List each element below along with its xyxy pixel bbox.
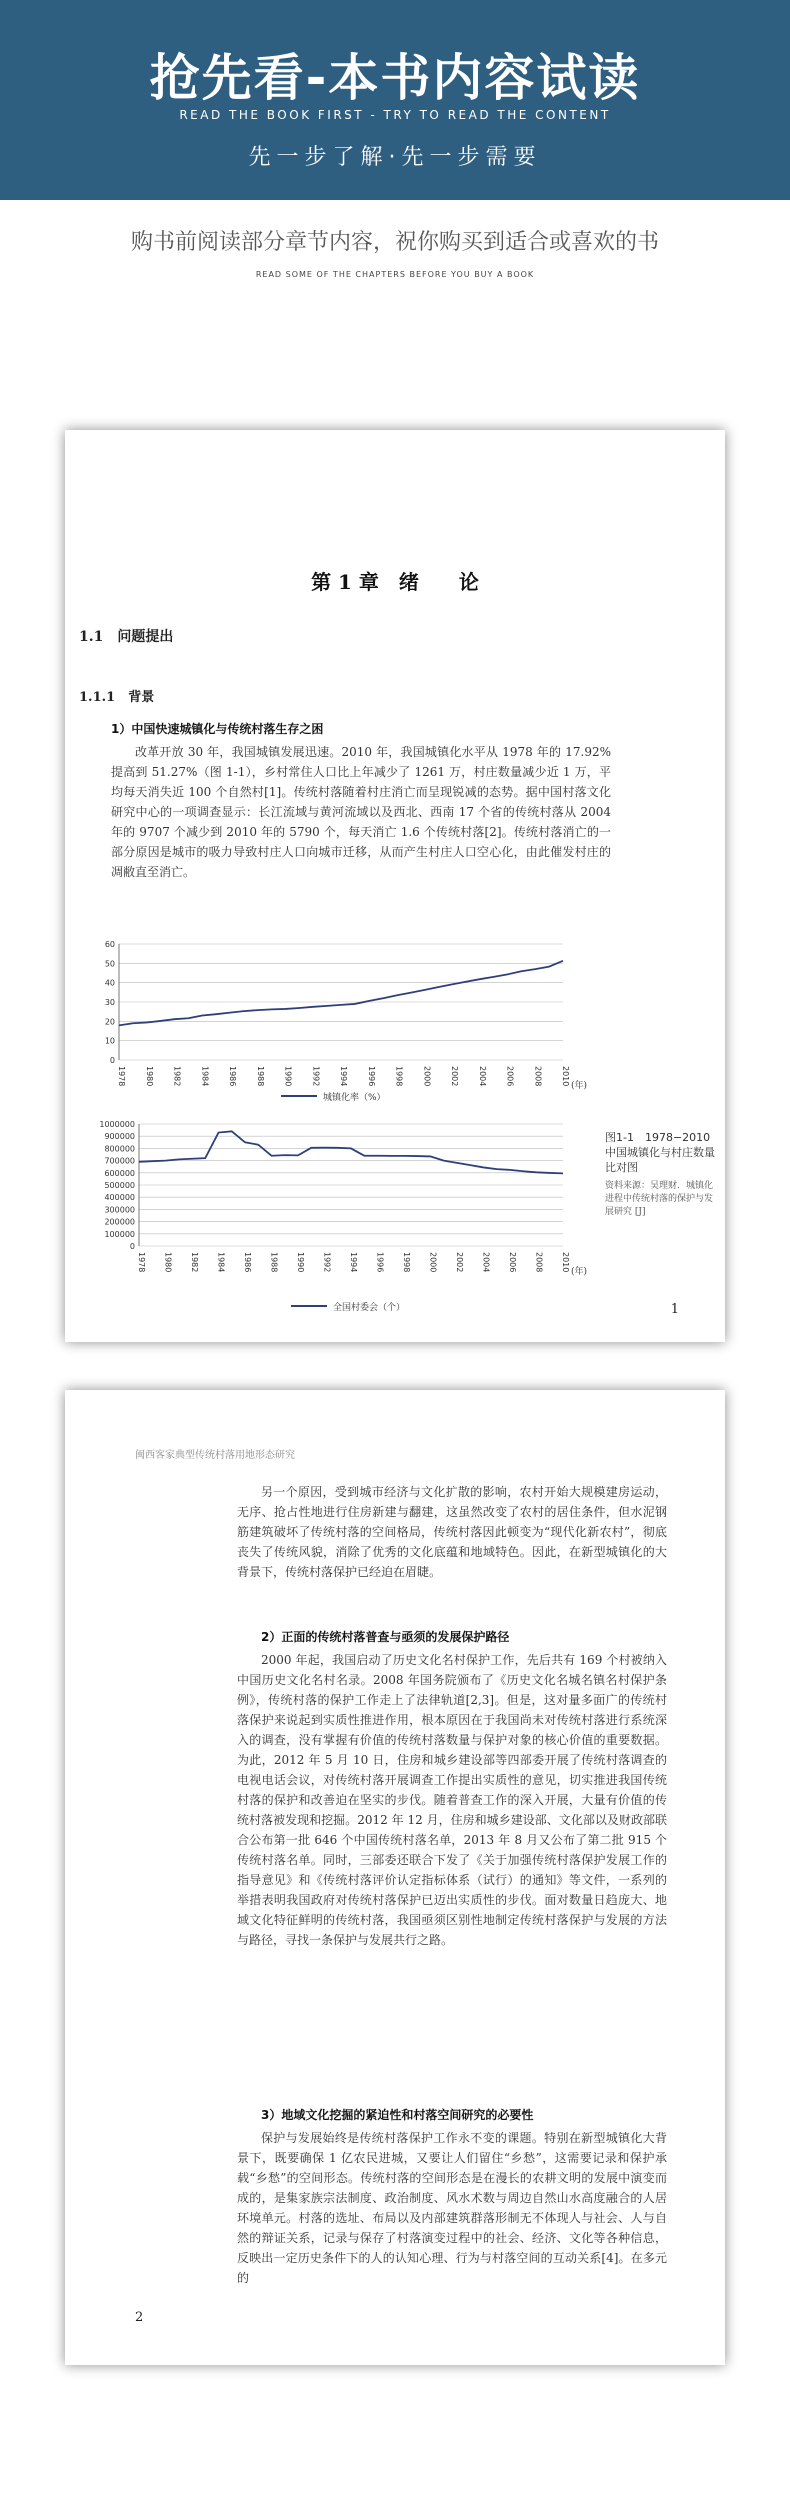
section-heading: 1.1 问题提出 <box>79 629 174 645</box>
x-tick-label: 1984 <box>200 1066 210 1087</box>
subhead-2: 2）正面的传统村落普查与亟须的发展保护路径 <box>261 1630 510 1644</box>
x-tick-label: 2006 <box>508 1252 517 1273</box>
book-page-2 <box>65 1390 725 2365</box>
x-tick-label: 1998 <box>402 1252 411 1273</box>
x-tick-label: 1980 <box>163 1252 173 1273</box>
banner-subtitle-en: READ THE BOOK FIRST - TRY TO READ THE CONTENT <box>179 108 611 122</box>
x-tick-label: 1992 <box>311 1066 321 1087</box>
x-tick-label: 2008 <box>534 1252 544 1273</box>
subhead-3: 3）地域文化挖掘的紧迫性和村落空间研究的必要性 <box>261 2108 534 2122</box>
x-tick-label: 2004 <box>477 1066 487 1087</box>
y-tick-label: 1000000 <box>99 1120 135 1129</box>
y-tick-label: 200000 <box>104 1217 135 1227</box>
y-tick-label: 30 <box>104 998 115 1007</box>
paragraph-4: 保护与发展始终是传统村落保护工作永不变的课题。特别在新型城镇化大背景下，既要确保 1 亿农民进城，又要让人们留住“乡愁”，这需要记录和保护承载“乡愁”的空间形态。传统村落的空间形态是在漫长的农耕文明的发展中演变而成的，是集家族宗法制度、政治制度、风水术数与周边自然山水高度融合的人居环境单元。村落的选址、布局以及内部建筑群落形制无不体现人与社会、人与自然的辩证关系，记录与保存了村落演变过程中的社会、经济、文化等各种信息，反映出一定历史条件下的人的认知心理、行为与村落空间的互动关系[4]。在多元的 <box>237 2131 667 2285</box>
banner-title: 抢先看-本书内容试读 <box>149 49 641 107</box>
x-tick-label: 1982 <box>190 1252 199 1273</box>
paragraph-3: 2000 年起，我国启动了历史文化名村保护工作，先后共有 169 个村被纳入中国历史文化名村名录。2008 年国务院颁布了《历史文化名城名镇名村保护条例》，传统村落的保护工作走上了法律轨道[2,3]。但是，这对量多面广的传统村落保护来说起到实质性推进作用，根本原因在于我国尚未对传统村落进行系统深入的调查，没有掌握有价值的传统村落数量与保护对象的核心价值的重要数据。为此，2012 年 5 月 10 日，住房和城乡建设部等四部委开展了传统村落调查的电视电话会议，对传统村落开展调查工作提出实质性的意见，切实推进我国传统村落的保护和改善迫在坚实的步伐。随着普查工作的深入开展，大量有价值的传统村落被发现和挖掘。2012 年 12 月，住房和城乡建设部、文化部以及财政部联合公布第一批 646 个中国传统村落名单，2013 年 8 月又公布了第二批 915 个传统村落名单。同时，三部委还联合下发了《关于加强传统村落保护发展工作的指导意见》和《传统村落评价认定指标体系（试行）的通知》等文件，一系列的举措表明我国政府对传统村落保护已迈出实质性的步伐。面对数量日趋庞大、地域文化特征鲜明的传统村落，我国亟须区别性地制定传统村落保护与发展的方法与路径，寻找一条保护与发展共行之路。 <box>237 1653 667 1947</box>
y-tick-label: 300000 <box>104 1205 135 1215</box>
y-tick-label: 60 <box>104 940 115 949</box>
x-tick-label: 1986 <box>228 1066 237 1087</box>
subsection-heading: 1.1.1 背景 <box>79 690 155 705</box>
urbanization-chart <box>85 936 605 1106</box>
running-head: 闽西客家典型传统村落用地形态研究 <box>135 1450 295 1461</box>
y-tick-label: 400000 <box>104 1193 135 1203</box>
x-tick-label: 1984 <box>216 1252 226 1273</box>
x-tick-label: 2006 <box>505 1066 515 1087</box>
y-tick-label: 0 <box>109 1056 115 1065</box>
x-tick-label: 2004 <box>481 1252 491 1273</box>
x-tick-label: 1996 <box>375 1252 385 1273</box>
intro-text-cn: 购书前阅读部分章节内容，祝你购买到适合或喜欢的书 <box>130 230 659 255</box>
x-tick-label: 1998 <box>394 1066 404 1087</box>
x-tick-label: 1980 <box>144 1066 154 1087</box>
intro-text-en: READ SOME OF THE CHAPTERS BEFORE YOU BUY A BOOK <box>255 270 535 279</box>
x-tick-label: 1994 <box>339 1066 348 1087</box>
y-tick-label: 10 <box>104 1036 115 1046</box>
village-committee-chart <box>85 1116 605 1316</box>
banner-subtitle-cn: 先一步了解·先一步需要 <box>248 145 542 170</box>
legend-label: 城镇化率（%） <box>323 1093 386 1103</box>
x-tick-label: 1994 <box>349 1252 358 1273</box>
y-tick-label: 800000 <box>104 1144 135 1154</box>
x-tick-label: 2000 <box>422 1066 432 1087</box>
y-tick-label: 700000 <box>104 1156 135 1166</box>
y-tick-label: 0 <box>129 1242 135 1251</box>
x-tick-label: 1988 <box>269 1252 279 1273</box>
header-banner <box>0 0 790 200</box>
x-axis-label: (年) <box>571 1081 588 1091</box>
page-number: 2 <box>135 2310 144 2325</box>
page-number: 1 <box>670 1302 679 1317</box>
x-tick-label: 1978 <box>137 1252 146 1273</box>
paragraph-1: 改革开放 30 年，我国城镇发展迅速。2010 年，我国城镇化水平从 1978 年的 17.92% 提高到 51.27%（图 1-1），乡村常住人口比上年减少了 1261 万，村庄数量减少近 1 万，平均每天消失近 100 个自然村[1]。传统村落随着村庄消亡而呈现锐减的态势。据中国村落文化研究中心的一项调查显示：长江流域与黄河流域以及西北、西南 17 个省的传统村落从 2004 年的 9707 个减少到 2010 年的 5790 个，每天消亡 1.6 个传统村落[2]。传统村落消亡的一部分原因是城市的吸力导致村庄人口向城市迁移，从而产生村庄人口空心化，由此催发村庄的凋敝直至消亡。 <box>111 745 611 879</box>
y-tick-label: 40 <box>104 978 115 988</box>
y-tick-label: 100000 <box>104 1229 135 1239</box>
y-tick-label: 500000 <box>104 1181 135 1190</box>
x-tick-label: 1986 <box>243 1252 252 1273</box>
legend-label: 全国村委会（个） <box>333 1303 406 1313</box>
x-tick-label: 1996 <box>366 1066 376 1087</box>
x-tick-label: 1982 <box>172 1066 182 1087</box>
x-axis-label: (年) <box>571 1267 588 1277</box>
chapter-title: 第 1 章 绪 论 <box>311 570 479 594</box>
x-tick-label: 1990 <box>283 1066 293 1087</box>
series-line <box>119 961 563 1026</box>
x-tick-label: 2002 <box>455 1252 464 1273</box>
paragraph-2: 另一个原因，受到城市经济与文化扩散的影响，农村开始大规模建房运动，无序、抢占性地进行住房新建与翻建，这虽然改变了农村的居住条件，但水泥钢筋建筑破坏了传统村落的空间格局，传统村落因此顿变为“现代化新农村”，彻底丧失了传统风貌，消除了优秀的文化底蕴和地域特色。因此，在新型城镇化的大背景下，传统村落保护已经迫在眉睫。 <box>237 1485 667 1579</box>
y-tick-label: 50 <box>104 959 115 969</box>
figure-caption: 图1-1 1978−2010 中国城镇化与村庄数量比对图 <box>605 1131 715 1174</box>
x-tick-label: 2010 <box>561 1252 570 1273</box>
x-tick-label: 2010 <box>561 1066 570 1087</box>
book-page-1 <box>65 430 725 1342</box>
series-line <box>139 1131 563 1173</box>
y-tick-label: 900000 <box>104 1132 135 1142</box>
figure-source: 资料来源：吴理财．城镇化进程中传统村落的保护与发展研究 [J] <box>605 1181 714 1217</box>
x-tick-label: 1990 <box>296 1252 305 1273</box>
x-tick-label: 1988 <box>255 1066 265 1087</box>
x-tick-label: 2002 <box>450 1066 459 1087</box>
x-tick-label: 2000 <box>428 1252 438 1273</box>
y-tick-label: 20 <box>104 1017 115 1027</box>
x-tick-label: 2008 <box>533 1066 543 1087</box>
y-tick-label: 600000 <box>104 1168 135 1178</box>
x-tick-label: 1978 <box>117 1066 126 1087</box>
subhead-1: 1）中国快速城镇化与传统村落生存之困 <box>111 722 324 736</box>
x-tick-label: 1992 <box>322 1252 332 1273</box>
